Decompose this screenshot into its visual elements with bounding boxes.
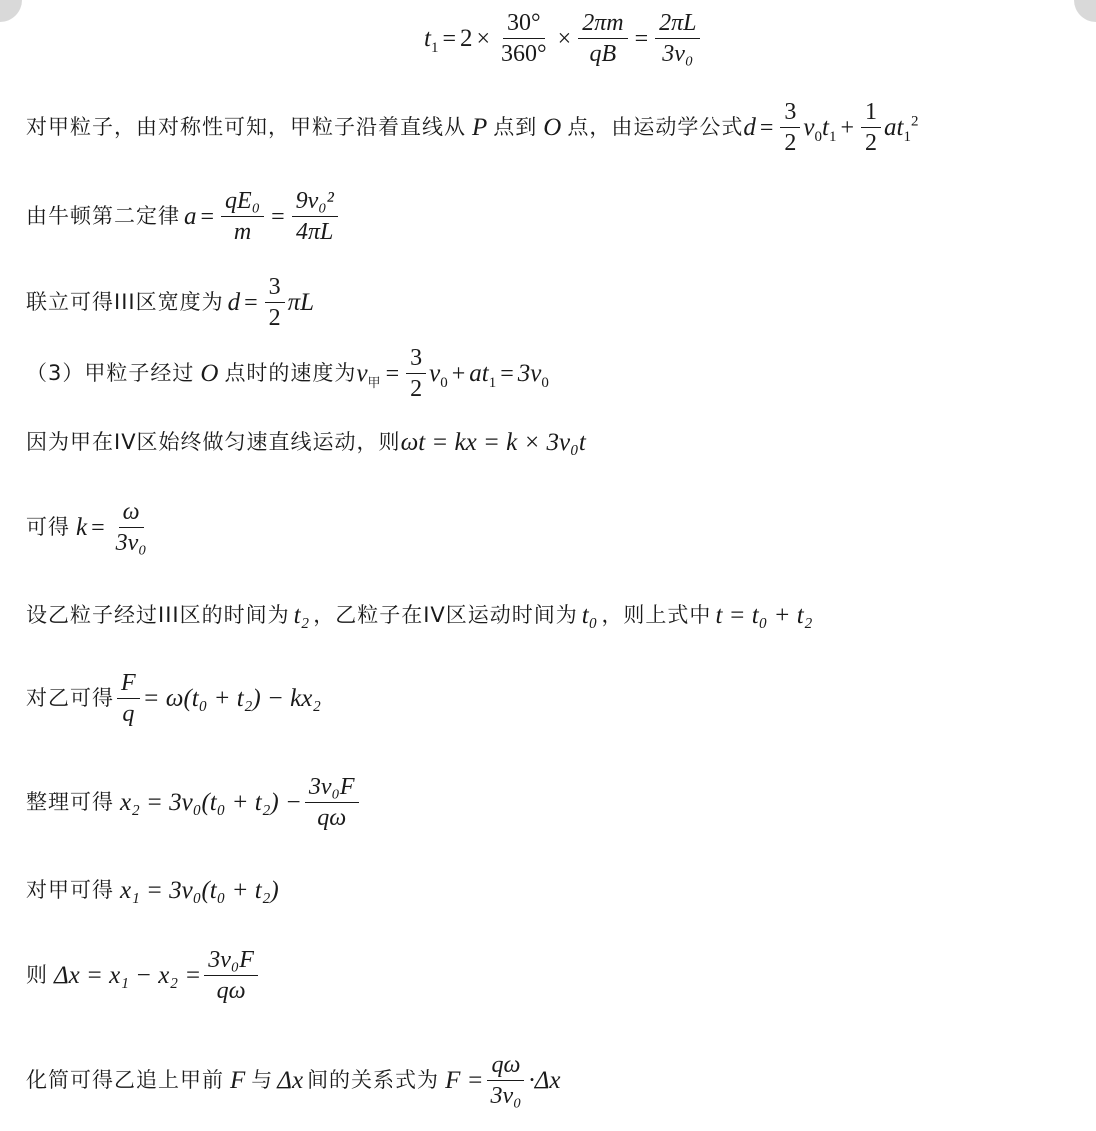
fraction: $\frac{3}{2}$ <box>780 97 800 158</box>
fraction: $\frac{\text{qE₀}}{m}$ <box>221 186 264 247</box>
text-line-x1: 对甲可得 x₁ = 3v₀(t₀ + t₂) <box>26 877 279 904</box>
fraction: $\frac{2\pi m}{qB}$ <box>578 8 627 69</box>
fraction: $\frac{\text{3v₀F}}{q\omega}$ <box>204 945 258 1006</box>
text-line-velocity: （3）甲粒子经过 O 点时的速度为 $v_甲$ = $\frac{3}{2}$ $v_0$ + $at_1$ = $3v_0$ <box>26 345 549 402</box>
fraction: $\frac{3}{2}$ <box>265 272 285 333</box>
fraction: $\frac{\text{9v₀²}}{4\pi L}$ <box>292 186 338 247</box>
text-line-times: 设乙粒子经过III区的时间为 t₂ ，乙粒子在IV区运动时间为 t₀ ，则上式中 t = t₀ + t₂ <box>26 602 813 629</box>
fraction: $\frac{3}{2}$ <box>406 343 426 404</box>
text-line-kinematics: 对甲粒子，由对称性可知，甲粒子沿着直线从 P 点到 O 点，由运动学公式 d = $\frac{3}{2}$ $v_0t_1$ + $\frac{1}{2}$ $at_1^2$ <box>26 99 919 156</box>
fraction: $\frac{2\pi L}{\text{3v₀}}$ <box>655 8 700 69</box>
fraction: $\frac{F}{q}$ <box>117 668 140 729</box>
fraction: $\frac{q\omega}{\text{3v₀}}$ <box>486 1050 525 1111</box>
fraction: $\frac{30^\circ}{360^\circ}$ <box>501 10 547 67</box>
window-corner-left <box>0 0 22 22</box>
text-line-newton: 由牛顿第二定律 a = $\frac{\text{qE₀}}{m}$ = $\frac{\text{9v₀²}}{4\pi L}$ <box>26 186 341 247</box>
window-corner-right <box>1074 0 1096 22</box>
text-line-final-relation: 化简可得乙追上甲前 F 与 Δx 间的关系式为 F = $\frac{q\omega}{\text{3v₀}}$ ·Δx <box>26 1052 561 1109</box>
text-line-width: 联立可得III区宽度为 d = $\frac{3}{2}$ πL <box>26 274 315 331</box>
text-line-uniform-motion: 因为甲在IV区始终做匀速直线运动，则 ωt = kx = k × 3v₀t <box>26 429 586 456</box>
text-line-force-b: 对乙可得 $\frac{F}{q}$ = ω(t₀ + t₂) − kx₂ <box>26 670 321 727</box>
text-line-x2: 整理可得 x₂ = 3v₀(t₀ + t₂) − $\frac{\text{3v₀F}}{q\omega}$ <box>26 772 362 833</box>
equation-t1: $t_1$ = 2 × $\frac{30^\circ}{360^\circ}$ × $\frac{2\pi m}{qB}$ = $\frac{2\pi L}{\text{3v₀}}$ <box>424 8 703 69</box>
fraction: $\frac{\text{3v₀F}}{q\omega}$ <box>305 772 359 833</box>
fraction: $\frac{\omega}{\text{3v₀}}$ <box>115 499 147 556</box>
text-line-k: 可得 k = $\frac{\omega}{\text{3v₀}}$ <box>26 497 154 558</box>
text-line-delta-x: 则 Δx = x₁ − x₂ = $\frac{\text{3v₀F}}{q\omega}$ <box>26 945 261 1006</box>
fraction: $\frac{1}{2}$ <box>861 97 881 158</box>
